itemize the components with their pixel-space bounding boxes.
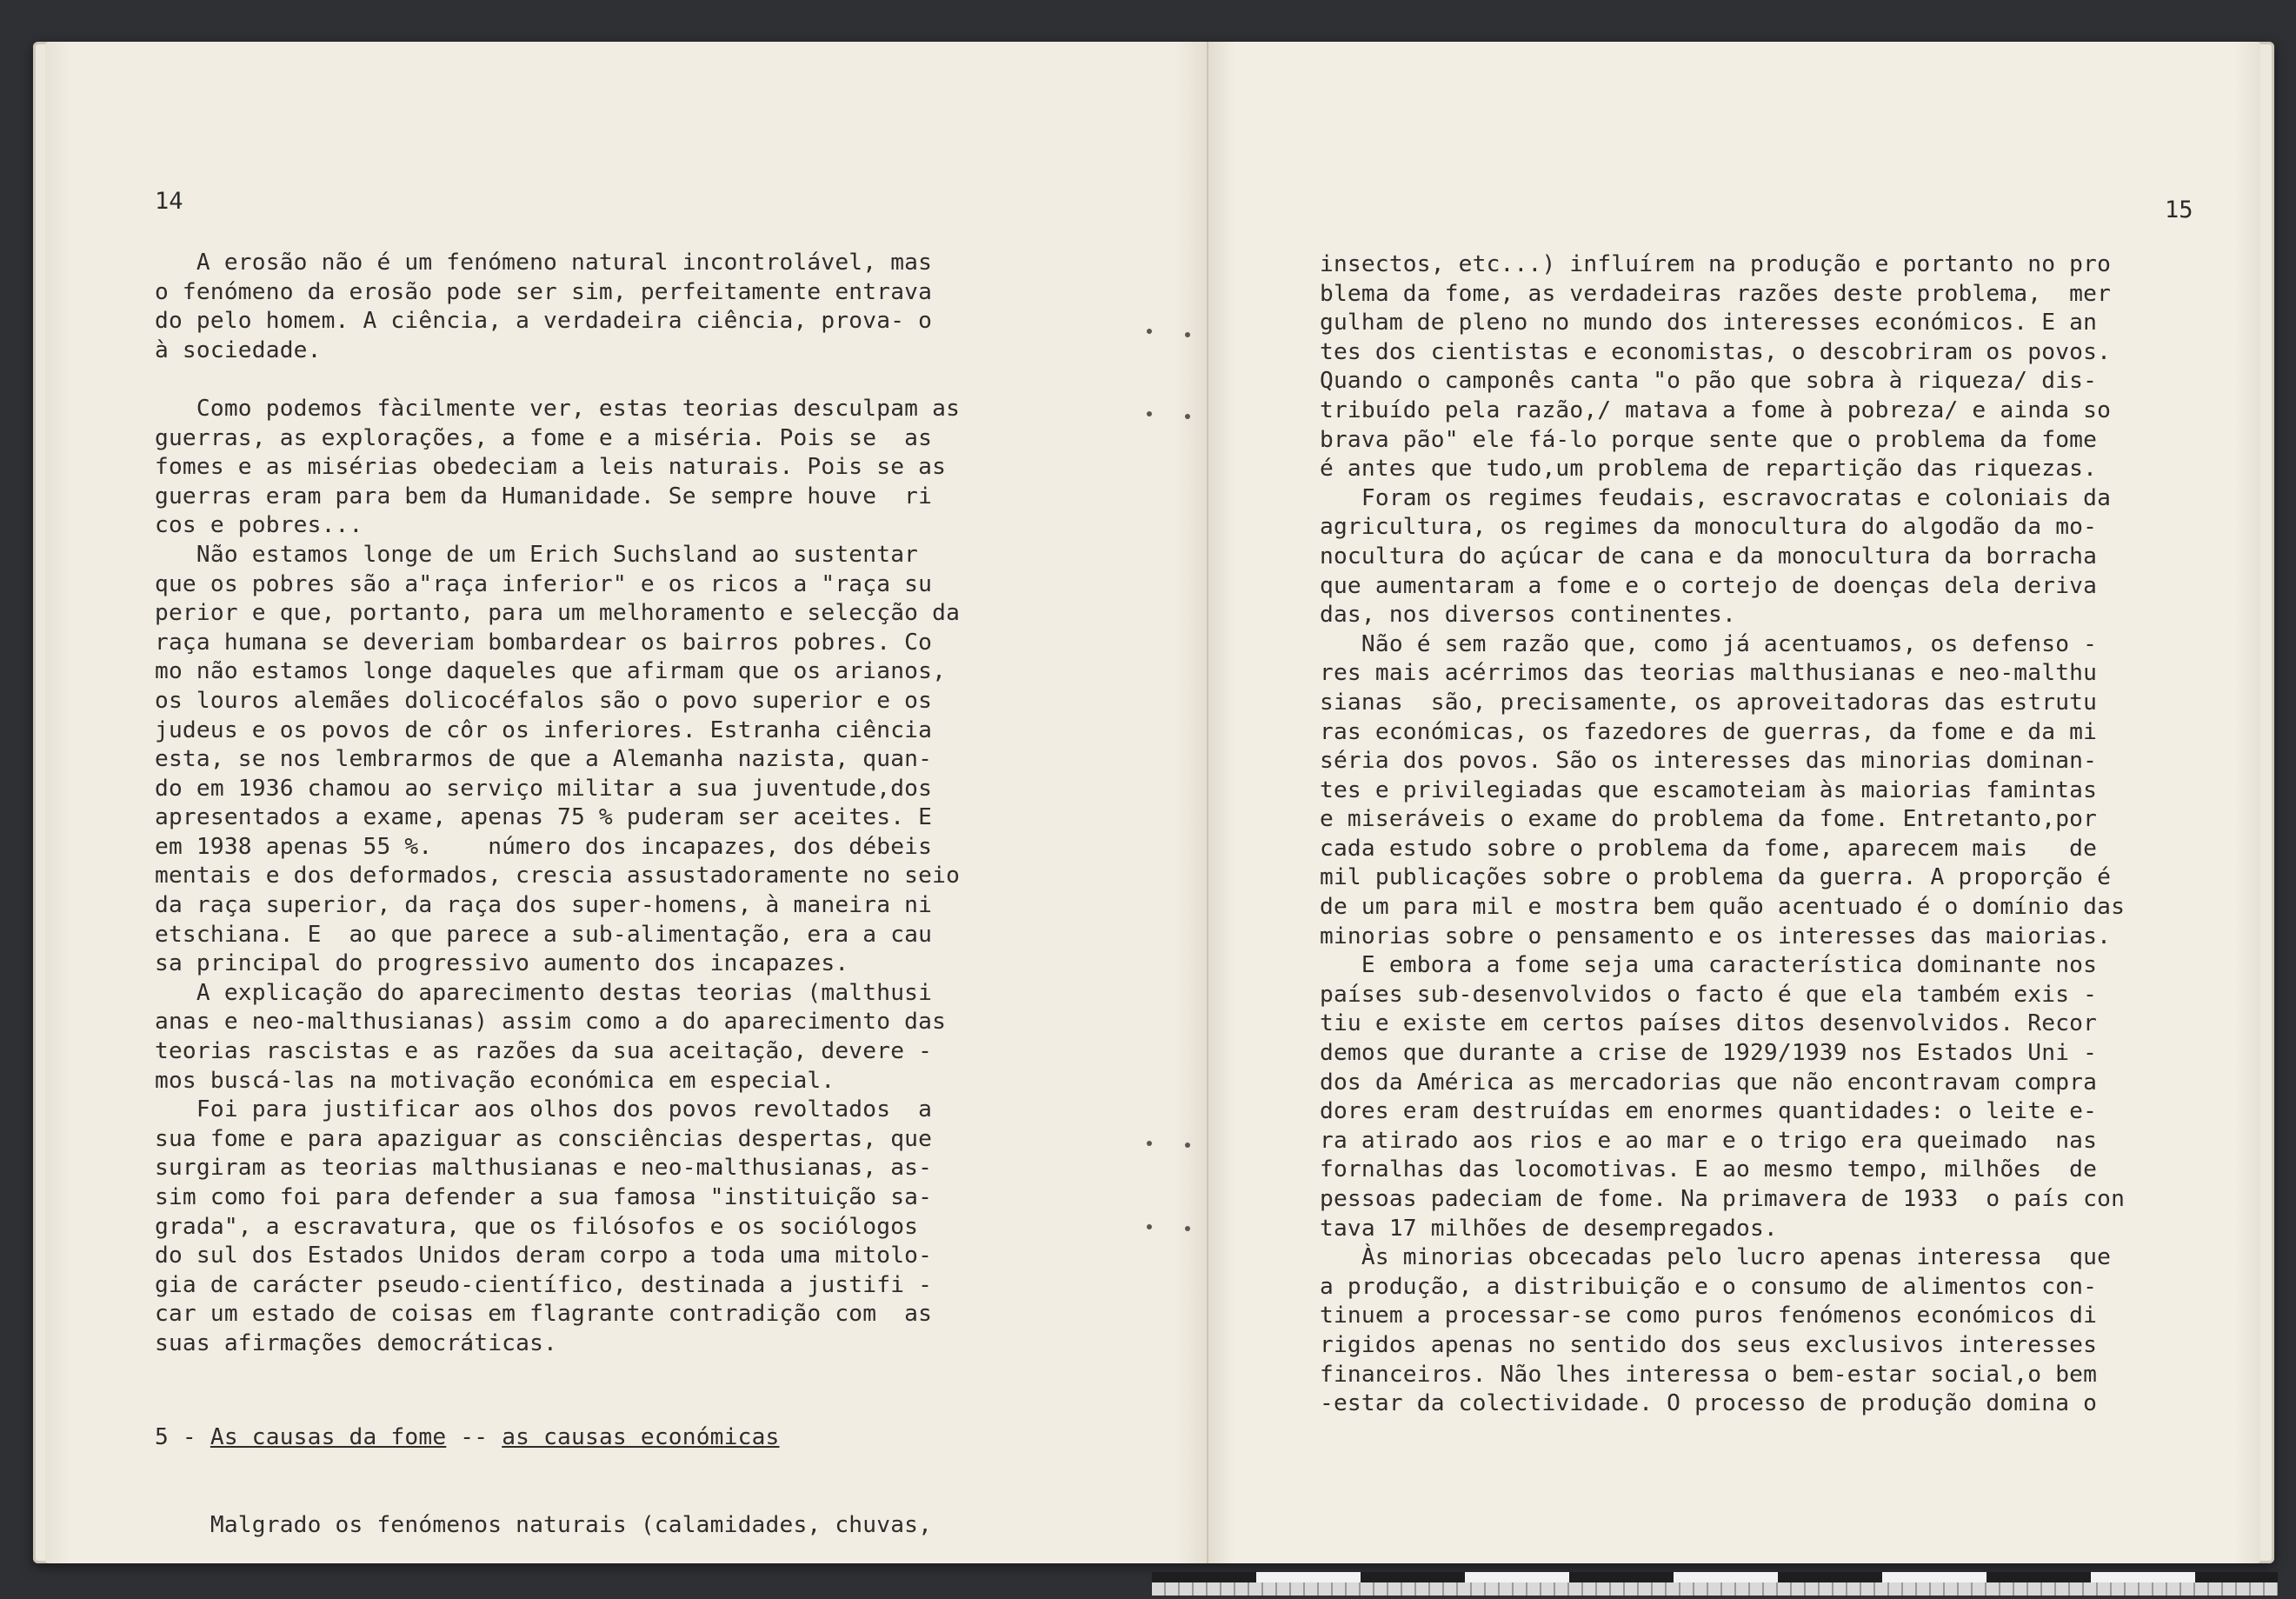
scale-ruler-bar <box>1152 1572 2278 1582</box>
right-page <box>1208 42 2260 1563</box>
text-line: E embora a fome seja uma característica dominante nos <box>1320 952 2098 979</box>
text-line: tava 17 milhões de desempregados. <box>1320 1215 1778 1242</box>
text-line: teorias rascistas e as razões da sua aceitação, devere - <box>155 1038 933 1065</box>
text-line: da raça superior, da raça dos super-homens, à maneira ni <box>155 892 933 919</box>
text-line: à sociedade. <box>155 336 322 363</box>
text-line: A explicação do aparecimento destas teorias (malthusi <box>155 979 933 1006</box>
text-line: Às minorias obcecadas pelo lucro apenas interessa que <box>1320 1244 2112 1271</box>
text-line: cada estudo sobre o problema da fome, aparecem mais de <box>1320 835 2098 862</box>
text-line: judeus e os povos de côr os inferiores. Estranha ciência <box>155 716 933 743</box>
text-line: e miseráveis o exame do problema da fome. Entretanto,por <box>1320 806 2098 833</box>
text-line: tes dos cientistas e economistas, o descobriram os povos. <box>1320 338 2112 365</box>
text-line: Como podemos fàcilmente ver, estas teorias desculpam as <box>155 395 961 422</box>
page-number: 14 <box>155 188 183 215</box>
section-number: 5 - <box>155 1424 210 1451</box>
text-line: dos da América as mercadorias que não encontravam compra <box>1320 1069 2098 1096</box>
section-separator: -- <box>446 1424 502 1451</box>
text-line: mo não estamos longe daqueles que afirmam que os arianos, <box>155 658 947 685</box>
text-line: surgiram as teorias malthusianas e neo-malthusianas, as- <box>155 1155 933 1182</box>
text-line: tinuem a processar-se como puros fenómenos económicos di <box>1320 1303 2098 1329</box>
text-line: mentais e dos deformados, crescia assustadoramente no seio <box>155 863 961 889</box>
open-book <box>33 42 2274 1563</box>
text-line: de um para mil e mostra bem quão acentuado é o domínio das <box>1320 894 2126 921</box>
text-line: Foram os regimes feudais, escravocratas e coloniais da <box>1320 484 2112 511</box>
page-number: 15 <box>2165 197 2193 223</box>
text-line <box>155 365 960 395</box>
text-line: blema da fome, as verdadeiras razões deste problema, mer <box>1320 280 2112 307</box>
text-line: demos que durante a crise de 1929/1939 nos Estados Uni - <box>1320 1040 2098 1067</box>
section-title-part2: as causas económicas <box>502 1424 780 1451</box>
text-line: do pelo homem. A ciência, a verdadeira ciência, prova- o <box>155 308 933 335</box>
text-line: guerras eram para bem da Humanidade. Se sempre houve ri <box>155 483 933 510</box>
text-line: cos e pobres... <box>155 512 363 539</box>
text-line: car um estado de coisas em flagrante contradição com as <box>155 1301 933 1328</box>
text-line: o fenómeno da erosão pode ser sim, perfeitamente entrava <box>155 278 933 305</box>
text-line: do sul dos Estados Unidos deram corpo a toda uma mitolo- <box>155 1243 933 1269</box>
text-line: mos buscá-las na motivação económica em especial. <box>155 1067 835 1094</box>
text-line: insectos, etc...) influírem na produção e portanto no pro <box>1320 251 2112 277</box>
text-line: rigidos apenas no sentido dos seus exclusivos interesses <box>1320 1331 2098 1358</box>
text-line: tes e privilegiadas que escamoteiam às maiorias famintas <box>1320 776 2098 803</box>
text-line: Foi para justificar aos olhos dos povos revoltados a <box>155 1096 933 1123</box>
text-line: fomes e as misérias obedeciam a leis naturais. Pois se as <box>155 454 947 481</box>
text-line: nocultura do açúcar de cana e da monocultura da borracha <box>1320 543 2098 570</box>
text-line: guerras, as explorações, a fome e a miséria. Pois se as <box>155 424 933 451</box>
text-line: financeiros. Não lhes interessa o bem-estar social,o bem <box>1320 1361 2098 1388</box>
text-line: das, nos diversos continentes. <box>1320 602 1736 629</box>
text-line: mil publicações sobre o problema da guerra. A proporção é <box>1320 864 2112 891</box>
text-line: fornalhas das locomotivas. E ao mesmo tempo, milhões de <box>1320 1156 2098 1183</box>
text-line: tribuído pela razão,/ matava a fome à pobreza/ e ainda so <box>1320 396 2112 423</box>
text-line: -estar da colectividade. O processo de produção domina o <box>1320 1390 2098 1417</box>
right-page-body <box>1320 250 2125 1419</box>
section-heading <box>155 1365 932 1599</box>
text-line: A erosão não é um fenómeno natural incontrolável, mas <box>155 250 933 276</box>
text-line: que aumentaram a fome e o cortejo de doenças dela deriva <box>1320 572 2098 599</box>
text-line: do em 1936 chamou ao serviço militar a sua juventude,dos <box>155 775 933 802</box>
text-line: ra atirado aos rios e ao mar e o trigo era queimado nas <box>1320 1127 2098 1154</box>
text-line: tiu e existe em certos países ditos desenvolvidos. Recor <box>1320 1010 2098 1037</box>
text-line: Não estamos longe de um Erich Suchsland ao sustentar <box>155 541 919 568</box>
text-line: raça humana se deveriam bombardear os bairros pobres. Co <box>155 629 933 656</box>
text-line: agricultura, os regimes da monocultura do algodão da mo- <box>1320 514 2098 541</box>
text-line: suas afirmações democráticas. <box>155 1329 558 1356</box>
paragraph-line: Malgrado os fenómenos naturais (calamidades, chuvas, <box>155 1511 933 1538</box>
text-line: Quando o camponês canta "o pão que sobra à riqueza/ dis- <box>1320 368 2098 395</box>
text-line: grada", a escravatura, que os filósofos e os sociólogos <box>155 1213 919 1240</box>
text-line: países sub-desenvolvidos o facto é que ela também exis - <box>1320 981 2098 1008</box>
text-line: sim como foi para defender a sua famosa "instituição sa- <box>155 1184 933 1210</box>
text-line: res mais acérrimos das teorias malthusianas e neo-malthu <box>1320 660 2098 687</box>
text-line: minorias sobre o pensamento e os interesses das maiorias. <box>1320 923 2112 949</box>
text-line: Não é sem razão que, como já acentuamos, os defenso - <box>1320 630 2098 657</box>
text-line: ras económicas, os fazedores de guerras, da fome e da mi <box>1320 718 2098 745</box>
text-line: dores eram destruídas em enormes quantidades: o leite e- <box>1320 1098 2098 1125</box>
text-line: sianas são, precisamente, os aproveitadoras das estrutu <box>1320 689 2098 716</box>
text-line: é antes que tudo,um problema de repartição das riquezas. <box>1320 456 2098 483</box>
text-line: anas e neo-malthusianas) assim como a do aparecimento das <box>155 1009 947 1036</box>
text-line: sua fome e para apaziguar as consciências despertas, que <box>155 1125 933 1152</box>
left-page <box>45 42 1208 1563</box>
text-line: gia de carácter pseudo-científico, destinada a justifi - <box>155 1271 933 1298</box>
text-line: séria dos povos. São os interesses das minorias dominan- <box>1320 748 2098 775</box>
text-line: gulham de pleno no mundo dos interesses económicos. E an <box>1320 310 2098 336</box>
text-line: pessoas padeciam de fome. Na primavera de 1933 o país con <box>1320 1186 2126 1212</box>
text-line: que os pobres são a"raça inferior" e os ricos a "raça su <box>155 570 933 597</box>
section-title-part1: As causas da fome <box>210 1424 447 1451</box>
text-line: sa principal do progressivo aumento dos incapazes. <box>155 950 849 977</box>
text-line: a produção, a distribuição e o consumo de alimentos con- <box>1320 1273 2098 1300</box>
text-line: esta, se nos lembrarmos de que a Alemanha nazista, quan- <box>155 746 933 773</box>
text-line: perior e que, portanto, para um melhoramento e selecção da <box>155 600 961 627</box>
text-line: os louros alemães dolicocéfalos são o povo superior e os <box>155 687 933 714</box>
text-line: brava pão" ele fá-lo porque sente que o problema da fome <box>1320 426 2098 453</box>
left-page-body <box>155 249 960 1388</box>
text-line: em 1938 apenas 55 %. número dos incapazes, dos débeis <box>155 833 933 860</box>
text-line: apresentados a exame, apenas 75 % puderam ser aceites. E <box>155 804 933 831</box>
text-line: etschiana. E ao que parece a sub-alimentação, era a cau <box>155 921 933 948</box>
